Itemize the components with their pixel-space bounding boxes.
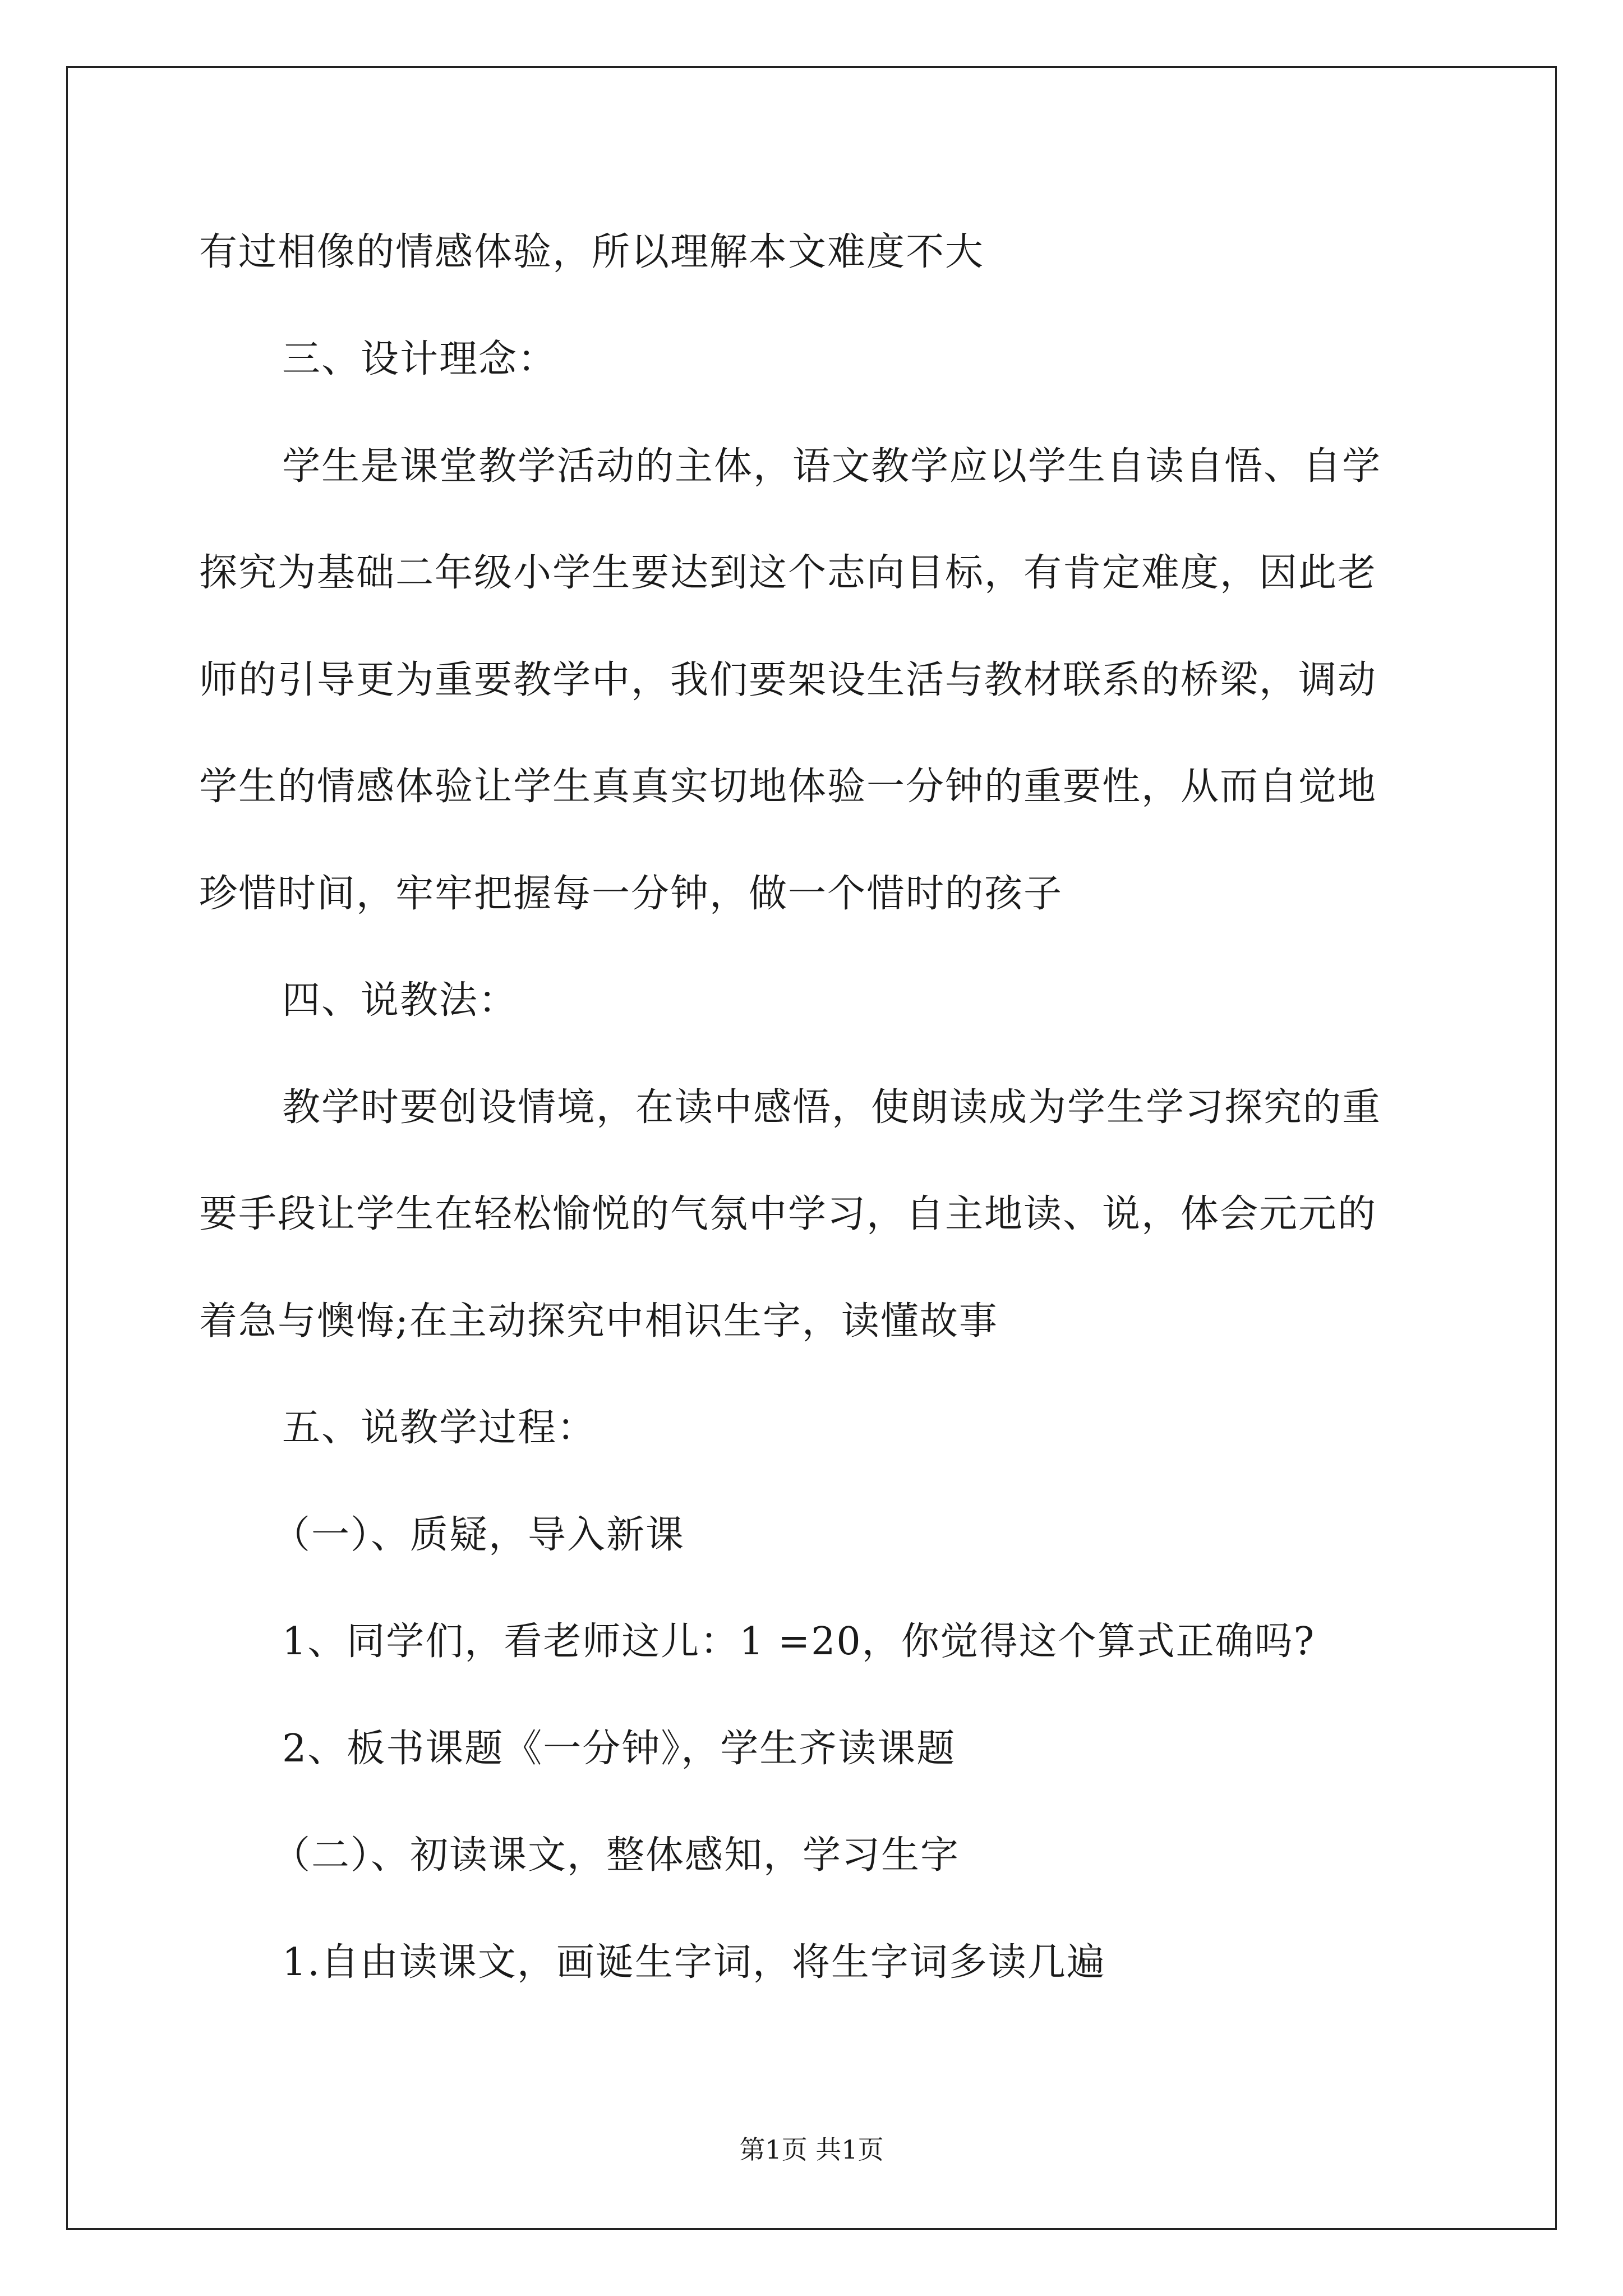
paragraph-line: 着急与懊悔;在主动探究中相识生字，读懂故事 (199, 1299, 998, 1343)
paragraph-line: 学生的情感体验让学生真真实切地体验一分钟的重要性，从而自觉地 (199, 765, 1377, 809)
section-heading: 三、设计理念： (282, 337, 557, 381)
section-heading: 四、说教法： (282, 978, 518, 1023)
paragraph-line: 师的引导更为重要教学中，我们要架设生活与教材联系的桥梁，调动 (199, 658, 1377, 702)
list-item: 1、同学们，看老师这儿：1 =20，你觉得这个算式正确吗? (282, 1619, 1316, 1664)
list-item: 1.自由读课文，画诞生字词，将生字词多读几遍 (282, 1940, 1106, 1985)
section-heading: 五、说教学过程： (282, 1406, 597, 1450)
paragraph-line: 探究为基础二年级小学生要达到这个志向目标，有肯定难度，因此老 (199, 551, 1377, 595)
paragraph-line: 要手段让学生在轻松愉悦的气氛中学习，自主地读、说，体会元元的 (199, 1192, 1377, 1236)
subsection-heading: （二）、初读课文，整体感知，学习生字 (272, 1833, 960, 1878)
paragraph-line: 有过相像的情感体验，所以理解本文难度不大 (199, 230, 985, 274)
paragraph-line: 教学时要创设情境，在读中感悟，使朗读成为学生学习探究的重 (282, 1085, 1382, 1130)
paragraph-line: 珍惜时间，牢牢把握每一分钟，做一个惜时的孩子 (199, 872, 1063, 916)
list-item: 2、板书课题《一分钟》，学生齐读课题 (282, 1727, 956, 1771)
paragraph-line: 学生是课堂教学活动的主体，语文教学应以学生自读自悟、自学 (282, 444, 1382, 489)
page-number-footer: 第1页 共1页 (739, 2134, 884, 2165)
subsection-heading: （一）、质疑，导入新课 (272, 1513, 685, 1557)
page-border (66, 66, 1557, 2230)
